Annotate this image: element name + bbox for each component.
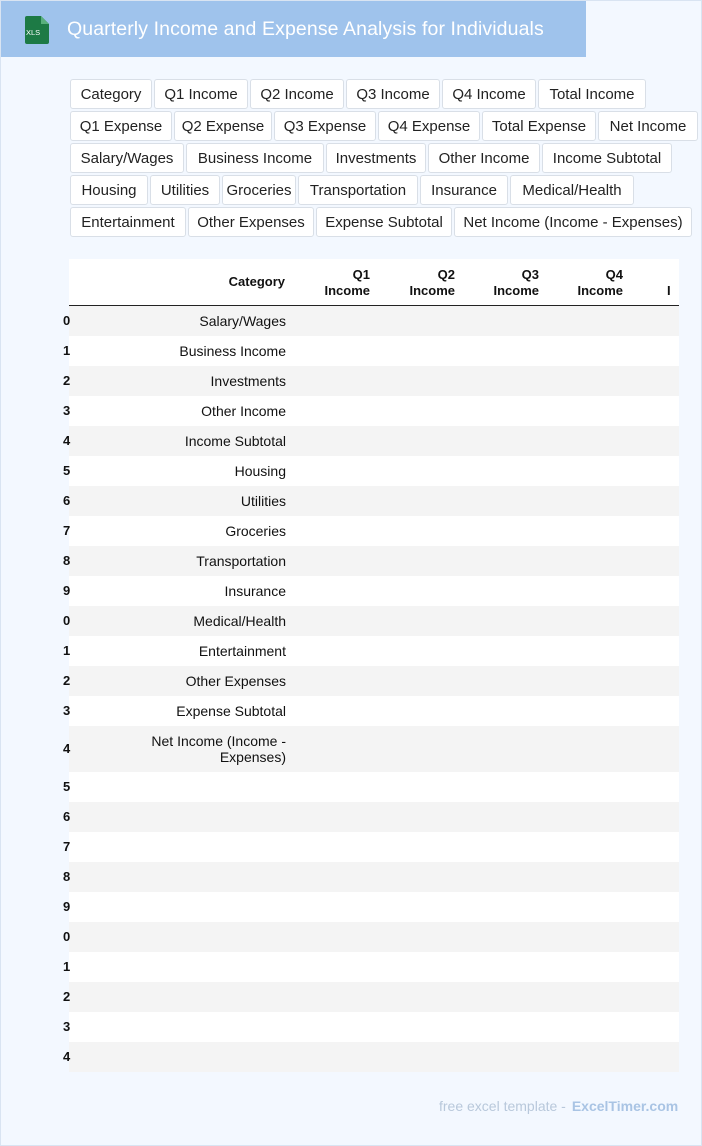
column-chip[interactable]: Other Income [428, 143, 540, 173]
table-row[interactable] [63, 456, 679, 486]
row-index: 4 [63, 741, 71, 756]
svg-text:XLS: XLS [26, 28, 41, 37]
column-chip[interactable]: Net Income [598, 111, 698, 141]
row-index: 3 [63, 703, 71, 718]
column-chip[interactable]: Housing [70, 175, 148, 205]
table-row[interactable] [63, 576, 679, 606]
column-chip[interactable]: Q1 Income [154, 79, 248, 109]
chip-row [70, 79, 700, 109]
row-index: 8 [63, 869, 71, 884]
category-cell[interactable]: Transportation [196, 553, 286, 569]
table-row[interactable] [63, 396, 679, 426]
table-row[interactable] [63, 892, 679, 922]
header-q1-line1: Q1 [352, 267, 370, 282]
category-cell[interactable]: Business Income [179, 343, 286, 359]
column-chip[interactable]: Total Income [538, 79, 646, 109]
table-row[interactable] [63, 516, 679, 546]
category-cell[interactable]: Insurance [224, 583, 286, 599]
header-q2-line1: Q2 [437, 267, 455, 282]
footer-brand-link[interactable]: ExcelTimer.com [571, 1098, 679, 1114]
table-row[interactable] [63, 606, 679, 636]
table-row[interactable] [63, 726, 679, 772]
column-chip[interactable]: Insurance [420, 175, 508, 205]
header-q3-income[interactable] [483, 267, 539, 299]
header-q2-line2: Income [409, 283, 455, 298]
row-index: 3 [63, 403, 71, 418]
row-index: 2 [63, 673, 71, 688]
column-chip[interactable]: Q3 Expense [274, 111, 376, 141]
row-index: 4 [63, 433, 71, 448]
column-chip[interactable]: Groceries [222, 175, 296, 205]
footer [439, 1098, 678, 1114]
table-row[interactable] [63, 1042, 679, 1072]
chip-row [70, 175, 700, 205]
row-index: 8 [63, 553, 71, 568]
column-chip[interactable]: Medical/Health [510, 175, 634, 205]
header-q3-line2: Income [493, 283, 539, 298]
row-index: 0 [63, 613, 71, 628]
row-index: 0 [63, 929, 71, 944]
category-cell[interactable]: Other Income [201, 403, 286, 419]
row-index: 7 [63, 523, 71, 538]
column-chip[interactable]: Q4 Expense [378, 111, 480, 141]
table-row[interactable] [63, 982, 679, 1012]
column-chip[interactable]: Other Expenses [188, 207, 314, 237]
row-index: 7 [63, 839, 71, 854]
header-q4-line2: Income [577, 283, 623, 298]
column-chip[interactable]: Q3 Income [346, 79, 440, 109]
category-cell[interactable]: Net Income (Income - Expenses) [151, 733, 286, 765]
chip-row [70, 111, 700, 141]
row-index: 2 [63, 989, 71, 1004]
category-cell[interactable]: Groceries [225, 523, 286, 539]
table-row[interactable] [63, 336, 679, 366]
row-index: 5 [63, 779, 71, 794]
header-q4-line1: Q4 [605, 267, 623, 282]
row-index: 9 [63, 583, 71, 598]
column-chip[interactable]: Net Income (Income - Expenses) [454, 207, 692, 237]
row-index: 6 [63, 809, 71, 824]
table-row[interactable] [63, 772, 679, 802]
category-cell[interactable]: Utilities [240, 493, 286, 509]
row-index: 4 [63, 1049, 71, 1064]
table-row[interactable] [63, 666, 679, 696]
column-chip[interactable]: Category [70, 79, 152, 109]
table-row[interactable] [63, 636, 679, 666]
category-cell[interactable]: Expense Subtotal [176, 703, 286, 719]
table-row[interactable] [63, 546, 679, 576]
table-row[interactable] [63, 366, 679, 396]
category-cell[interactable]: Entertainment [198, 643, 286, 659]
table-row[interactable] [63, 306, 679, 336]
row-index: 5 [63, 463, 71, 478]
footer-prefix: free excel template - [439, 1098, 566, 1114]
category-cell[interactable]: Investments [210, 373, 286, 389]
column-chip[interactable]: Income Subtotal [542, 143, 672, 173]
table-header [69, 259, 679, 306]
column-chip[interactable]: Q2 Expense [174, 111, 272, 141]
category-cell[interactable]: Housing [234, 463, 286, 479]
table-row[interactable] [63, 862, 679, 892]
column-chip[interactable]: Transportation [298, 175, 418, 205]
header-next-line2: I [667, 283, 671, 298]
row-index: 9 [63, 899, 71, 914]
header-q2-income[interactable] [399, 267, 455, 299]
table-row[interactable] [63, 426, 679, 456]
row-index: 2 [63, 373, 71, 388]
header-q1-line2: Income [324, 283, 370, 298]
column-chip[interactable]: Utilities [150, 175, 220, 205]
table-row[interactable] [63, 832, 679, 862]
category-cell[interactable]: Income Subtotal [184, 433, 286, 449]
column-chip[interactable]: Salary/Wages [70, 143, 184, 173]
column-chip-list [70, 79, 700, 239]
header-next-line1 [667, 267, 687, 283]
title-bar [1, 1, 586, 57]
table-row[interactable] [63, 952, 679, 982]
table-row[interactable] [63, 922, 679, 952]
row-index: 1 [63, 343, 71, 358]
header-q4-income[interactable] [567, 267, 623, 299]
table-row[interactable] [63, 696, 679, 726]
category-cell[interactable]: Other Expenses [185, 673, 286, 689]
row-index: 1 [63, 959, 71, 974]
column-chip[interactable]: Investments [326, 143, 426, 173]
table-row[interactable] [63, 486, 679, 516]
category-cell[interactable]: Medical/Health [193, 613, 286, 629]
column-chip[interactable]: Expense Subtotal [316, 207, 452, 237]
header-total-income-cut[interactable] [667, 267, 687, 299]
column-chip[interactable]: Q2 Income [250, 79, 344, 109]
chip-row [70, 143, 700, 173]
row-index: 0 [63, 313, 71, 328]
column-chip[interactable]: Entertainment [70, 207, 186, 237]
header-q3-line1: Q3 [521, 267, 539, 282]
column-chip[interactable]: Business Income [186, 143, 324, 173]
row-index: 6 [63, 493, 71, 508]
header-q1-income[interactable] [314, 267, 370, 299]
table-row[interactable] [63, 1012, 679, 1042]
excel-file-icon [22, 15, 50, 45]
chip-row [70, 207, 700, 237]
page-title: Quarterly Income and Expense Analysis for Individuals [67, 18, 544, 40]
data-table [63, 259, 679, 1071]
column-chip[interactable]: Q1 Expense [70, 111, 172, 141]
column-chip[interactable]: Total Expense [482, 111, 596, 141]
header-category[interactable]: Category [228, 274, 285, 289]
table-row[interactable] [63, 802, 679, 832]
row-index: 1 [63, 643, 71, 658]
category-cell[interactable]: Salary/Wages [199, 313, 286, 329]
column-chip[interactable]: Q4 Income [442, 79, 536, 109]
row-index: 3 [63, 1019, 71, 1034]
